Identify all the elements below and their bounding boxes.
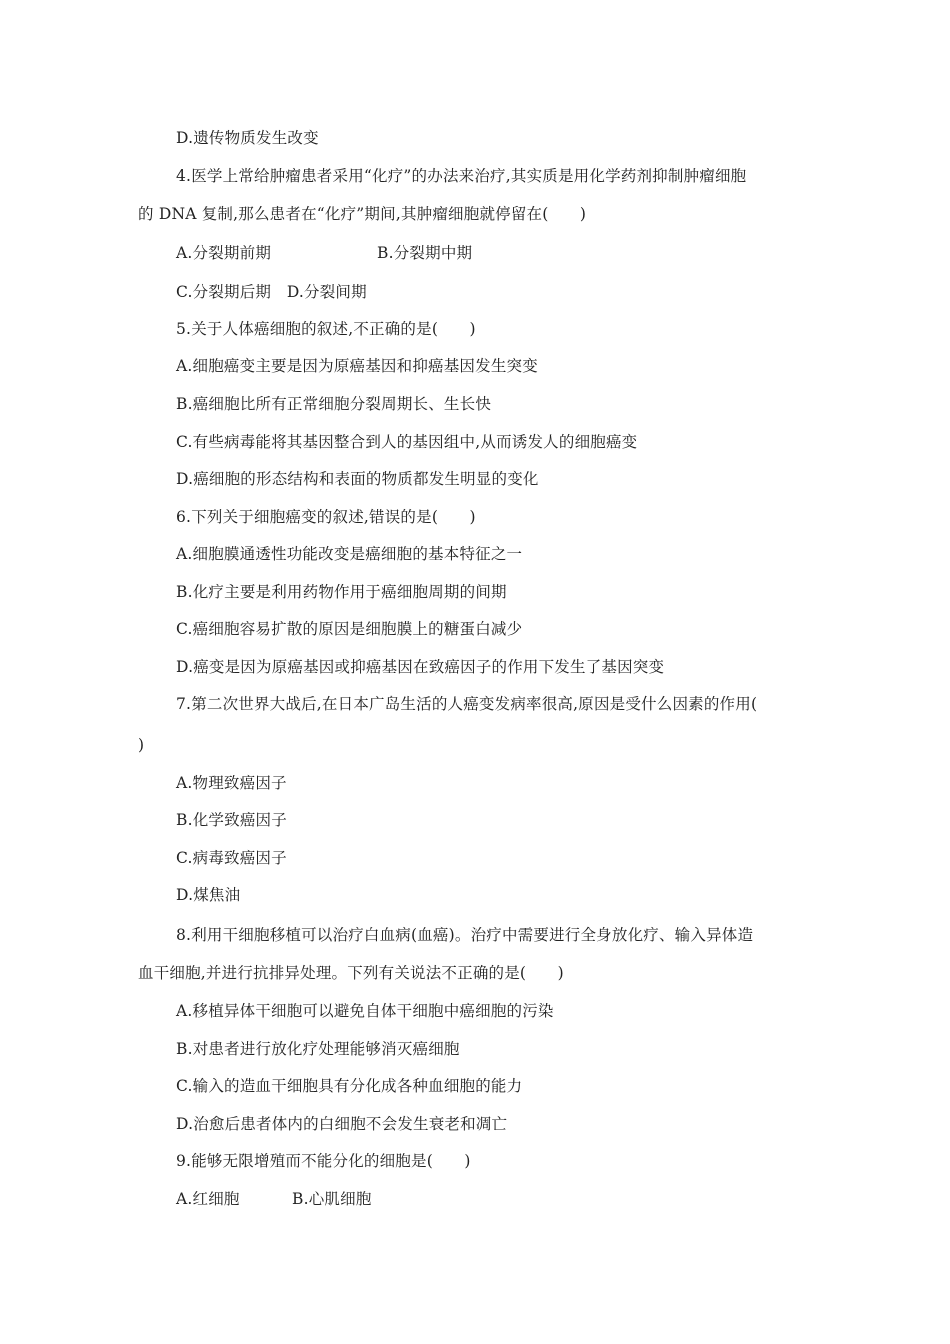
option-line: D.癌细胞的形态结构和表面的物质都发生明显的变化	[176, 470, 539, 488]
option-line: A.物理致癌因子	[176, 774, 287, 792]
option-line: A.细胞癌变主要是因为原癌基因和抑癌基因发生突变	[176, 357, 538, 375]
option-line: A.分裂期前期	[176, 244, 272, 262]
question-stem-continuation: 血干细胞,并进行抗排异处理。下列有关说法不正确的是( )	[138, 964, 564, 982]
option-line: A.红细胞	[176, 1190, 240, 1208]
option-line: B.对患者进行放化疗处理能够消灭癌细胞	[176, 1040, 460, 1058]
question-stem-continuation: )	[138, 736, 145, 754]
option-line: C.分裂期后期 D.分裂间期	[176, 283, 367, 301]
question-stem: 4.医学上常给肿瘤患者采用“化疗”的办法来治疗,其实质是用化学药剂抑制肿瘤细胞	[176, 167, 747, 185]
option-line: B.化学致癌因子	[176, 811, 287, 829]
option-line: D.遗传物质发生改变	[176, 129, 319, 147]
option-line: C.癌细胞容易扩散的原因是细胞膜上的糖蛋白减少	[176, 620, 523, 638]
option-line: C.病毒致癌因子	[176, 849, 287, 867]
option-line: C.输入的造血干细胞具有分化成各种血细胞的能力	[176, 1077, 523, 1095]
option-line: D.癌变是因为原癌基因或抑癌基因在致癌因子的作用下发生了基因突变	[176, 658, 665, 676]
question-stem: 8.利用干细胞移植可以治疗白血病(血癌)。治疗中需要进行全身放化疗、输入异体造	[176, 926, 754, 944]
question-stem-continuation: 的 DNA 复制,那么患者在“化疗”期间,其肿瘤细胞就停留在( )	[138, 205, 587, 223]
option-line: A.细胞膜通透性功能改变是癌细胞的基本特征之一	[176, 545, 523, 563]
option-line: B.心肌细胞	[292, 1190, 372, 1208]
option-line: A.移植异体干细胞可以避免自体干细胞中癌细胞的污染	[176, 1002, 554, 1020]
question-stem: 5.关于人体癌细胞的叙述,不正确的是( )	[176, 320, 476, 338]
option-line: B.化疗主要是利用药物作用于癌细胞周期的间期	[176, 583, 507, 601]
option-line: D.治愈后患者体内的白细胞不会发生衰老和凋亡	[176, 1115, 508, 1133]
option-line: B.分裂期中期	[377, 244, 473, 262]
question-stem: 7.第二次世界大战后,在日本广岛生活的人癌变发病率很高,原因是受什么因素的作用(	[176, 695, 758, 713]
question-stem: 6.下列关于细胞癌变的叙述,错误的是( )	[176, 508, 476, 526]
option-line: D.煤焦油	[176, 886, 241, 904]
option-pair	[176, 243, 473, 263]
option-pair	[176, 1189, 372, 1209]
option-line: C.有些病毒能将其基因整合到人的基因组中,从而诱发人的细胞癌变	[176, 433, 638, 451]
option-line: B.癌细胞比所有正常细胞分裂周期长、生长快	[176, 395, 492, 413]
question-stem: 9.能够无限增殖而不能分化的细胞是( )	[176, 1152, 471, 1170]
